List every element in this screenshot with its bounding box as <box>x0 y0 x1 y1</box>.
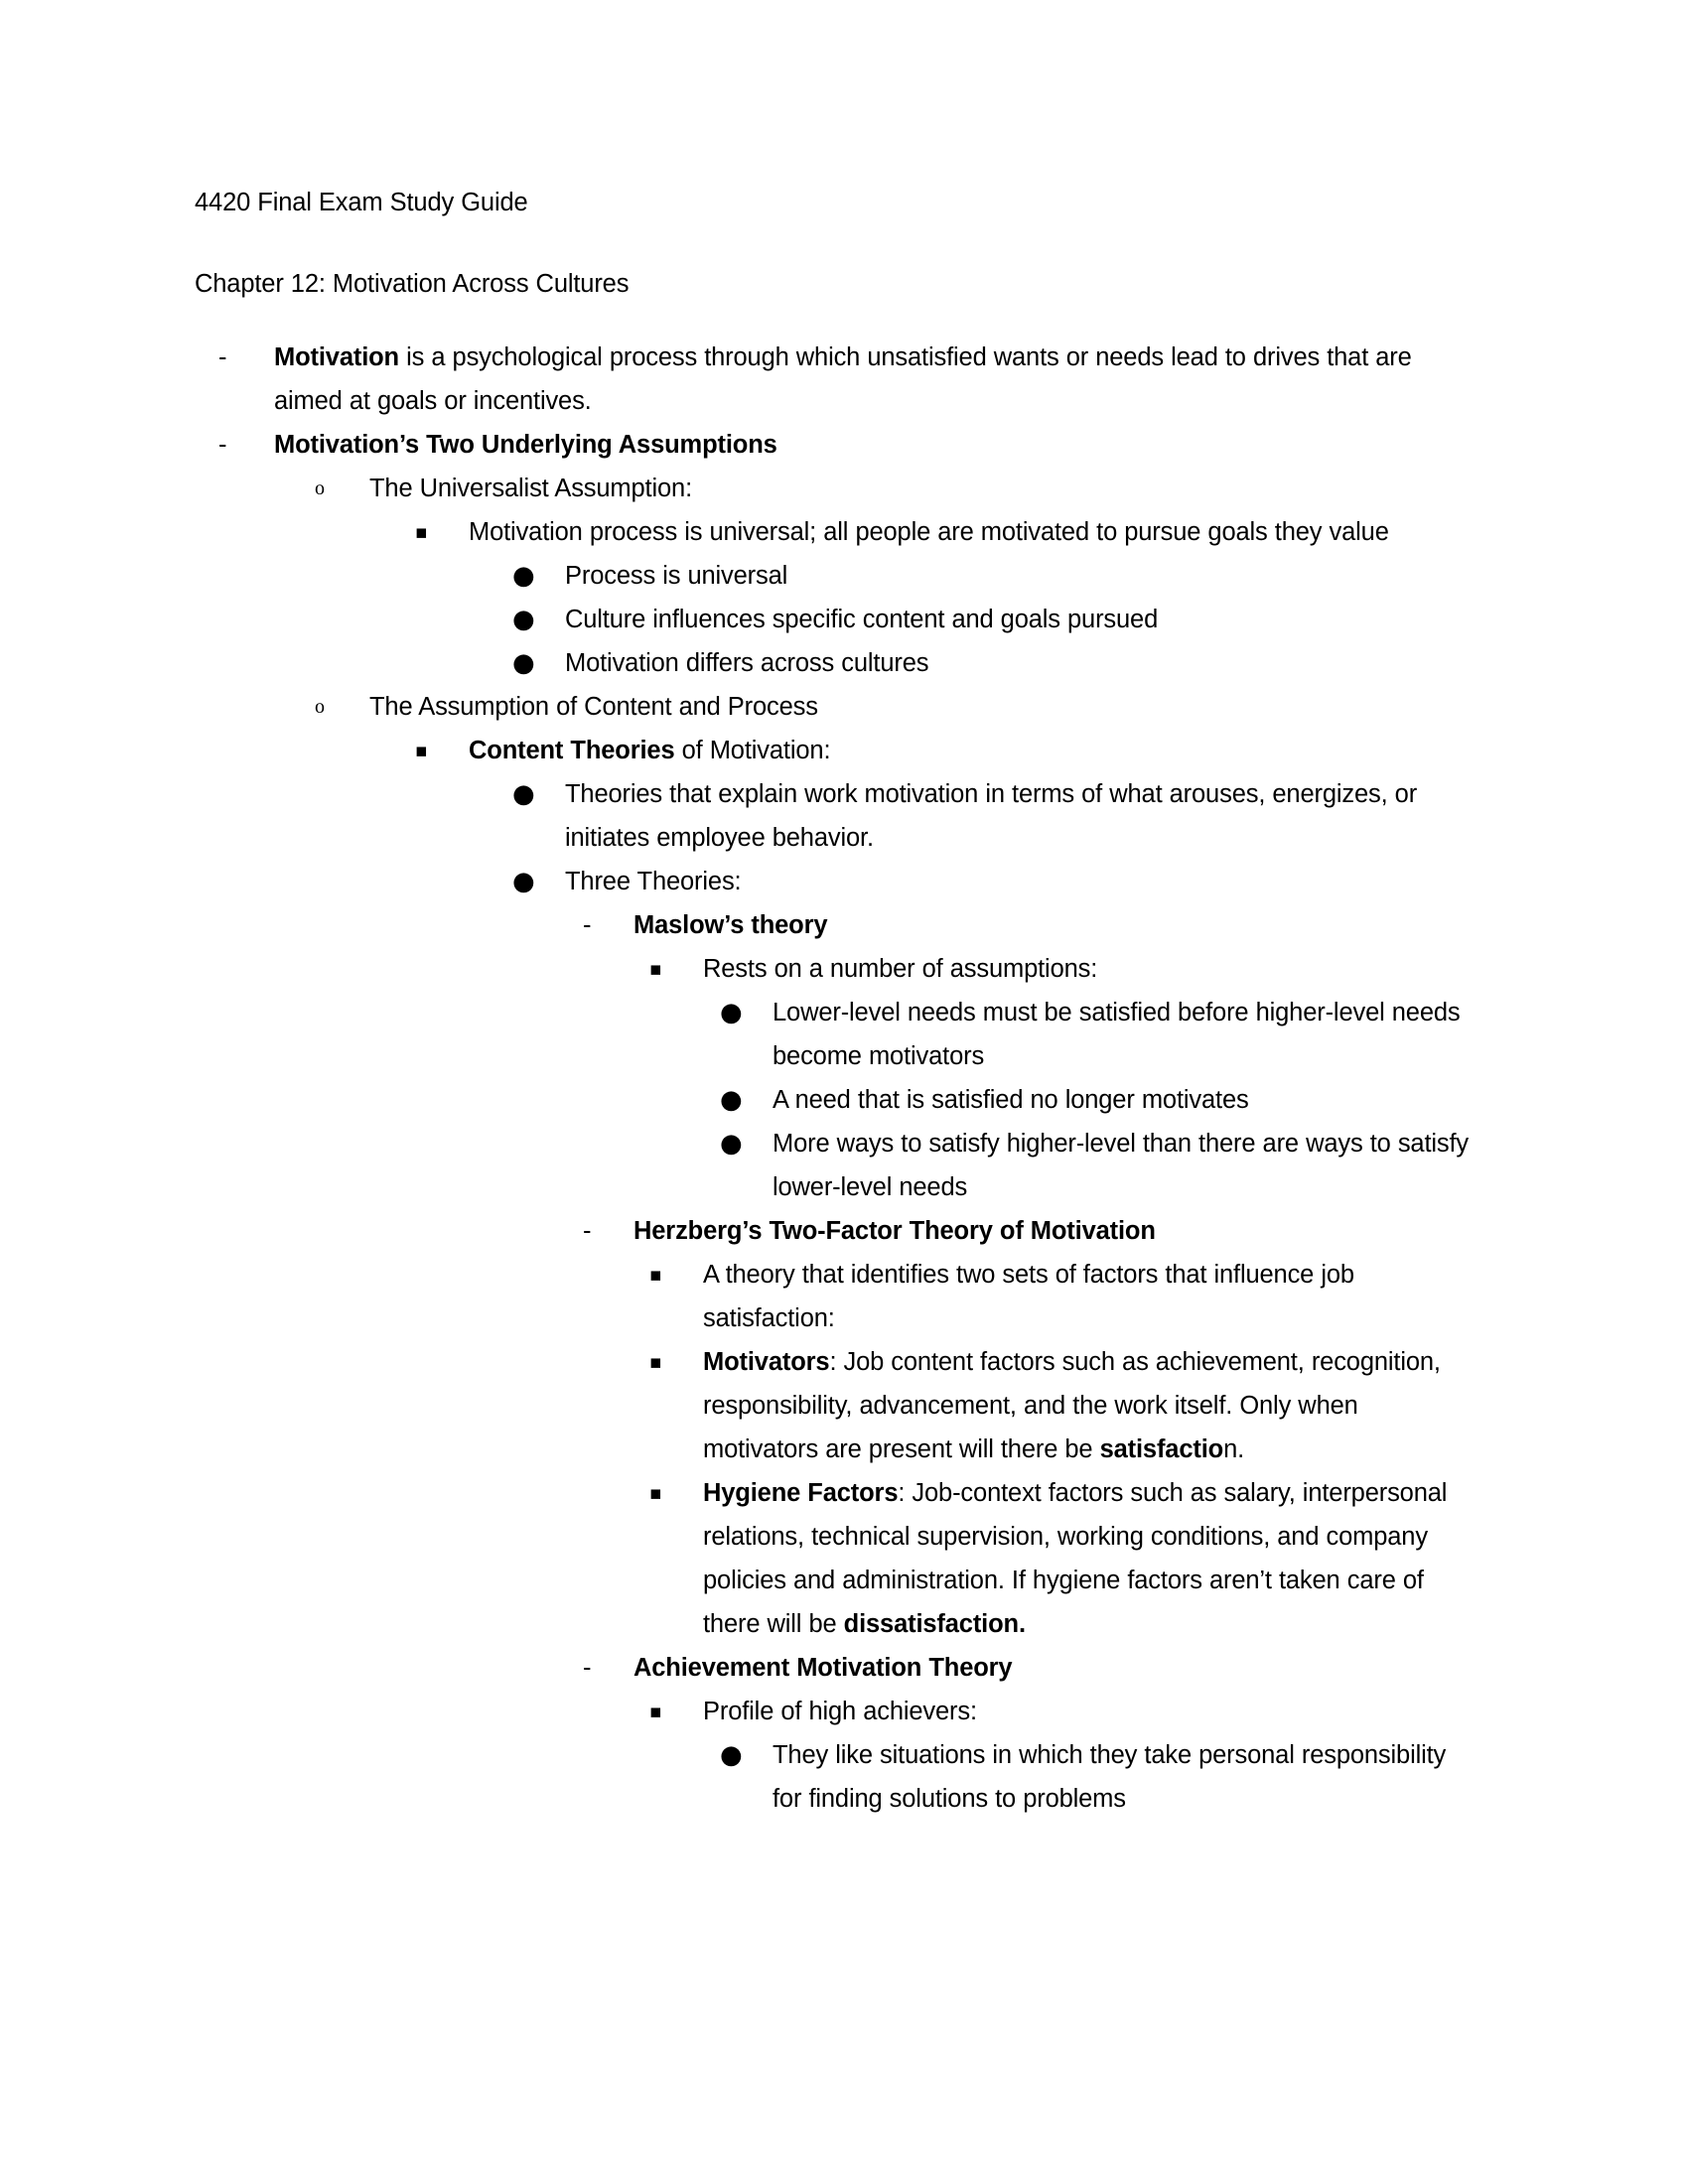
outline-item-level-5 <box>195 1209 1476 1253</box>
circle-bullet-marker: o <box>315 478 325 499</box>
outline-item-text: A need that is satisfied no longer motivates <box>773 1086 1249 1114</box>
outline-item-level-6 <box>195 1471 1476 1646</box>
outline-item-text: Process is universal <box>565 562 788 590</box>
outline-item-level-3 <box>195 729 1476 772</box>
outline-item-text: Rests on a number of assumptions: <box>703 955 1098 983</box>
outline-item-level-6 <box>195 1690 1476 1733</box>
outline-item-level-4 <box>195 860 1476 903</box>
outline-item-key-term: Herzberg’s Two-Factor Theory of Motivation <box>633 1217 1156 1245</box>
outline-item-level-5 <box>195 1646 1476 1690</box>
bullet-bullet-marker: ● <box>720 1085 743 1115</box>
bullet-bullet-marker: ● <box>512 648 535 678</box>
outline-item-level-6 <box>195 1253 1476 1340</box>
outline-item-text: Motivation is a psychological process through which unsatisfied wants or needs lead to drives that are aimed at goals or incentives. <box>274 343 1412 415</box>
outline-item-text: They like situations in which they take personal responsibility for finding solutions to problems <box>773 1741 1447 1813</box>
outline-item-text: Three Theories: <box>565 868 742 895</box>
outline-item-level-7 <box>195 991 1476 1078</box>
outline-item-text: Content Theories of Motivation: <box>469 737 831 764</box>
dash-bullet-marker: - <box>218 431 227 459</box>
bullet-bullet-marker: ● <box>720 998 743 1027</box>
outline-item-text <box>633 1209 1476 1253</box>
outline-item-key-term: Motivation’s Two Underlying Assumptions <box>274 431 777 459</box>
outline-item-level-4 <box>195 772 1476 860</box>
bullet-bullet-marker: ● <box>512 605 535 634</box>
outline-item-text: The Universalist Assumption: <box>369 475 692 502</box>
outline-item-text: Hygiene Factors: Job-context factors such as salary, interpersonal relations, technical supervision, working conditions, and company policies and administration. If hygiene factors aren’t taken care of there will be dissatisfaction. <box>703 1479 1448 1638</box>
chapter-heading: Chapter 12: Motivation Across Cultures <box>195 270 630 298</box>
outline-item-level-3 <box>195 510 1476 554</box>
outline-item-text: Theories that explain work motivation in terms of what arouses, energizes, or initiates employee behavior. <box>565 780 1418 852</box>
outline-item-text <box>274 423 1476 467</box>
outline-item-key-term: Achievement Motivation Theory <box>633 1654 1013 1682</box>
square-bullet-marker: ▪ <box>649 958 662 980</box>
square-bullet-marker: ▪ <box>415 740 428 761</box>
dash-bullet-marker: - <box>583 1217 592 1245</box>
outline-item-level-6 <box>195 947 1476 991</box>
outline-item-level-7 <box>195 1122 1476 1209</box>
square-bullet-marker: ▪ <box>649 1351 662 1373</box>
bullet-bullet-marker: ● <box>512 561 535 591</box>
outline-item-level-4 <box>195 554 1476 598</box>
outline-item-text: A theory that identifies two sets of factors that influence job satisfaction: <box>703 1261 1354 1332</box>
outline-item-level-1 <box>195 423 1476 467</box>
document-title: 4420 Final Exam Study Guide <box>195 189 528 216</box>
outline-item-key-term: Maslow’s theory <box>633 911 828 939</box>
outline-item-text: Motivators: Job content factors such as achievement, recognition, responsibility, advancement, and the work itself. Only when motivators are present will there be satisfaction. <box>703 1348 1441 1463</box>
outline-item-text: The Assumption of Content and Process <box>369 693 818 721</box>
outline-item-emphasis: satisfactio <box>1099 1435 1224 1463</box>
outline-item-level-7 <box>195 1733 1476 1821</box>
bullet-bullet-marker: ● <box>720 1129 743 1159</box>
bullet-bullet-marker: ● <box>720 1740 743 1770</box>
outline-item-text: Motivation differs across cultures <box>565 649 929 677</box>
outline-item-level-6 <box>195 1340 1476 1471</box>
outline-item-level-5 <box>195 903 1476 947</box>
square-bullet-marker: ▪ <box>649 1701 662 1722</box>
square-bullet-marker: ▪ <box>649 1264 662 1286</box>
dash-bullet-marker: - <box>583 1654 592 1682</box>
outline-item-text: Culture influences specific content and goals pursued <box>565 606 1159 633</box>
dash-bullet-marker: - <box>218 343 227 371</box>
document-body <box>195 181 1476 1821</box>
outline-item-level-4 <box>195 598 1476 641</box>
outline-item-key-term: Content Theories <box>469 737 675 764</box>
outline-item-emphasis: dissatisfaction. <box>843 1610 1026 1638</box>
outline-item-key-term: Motivators <box>703 1348 830 1376</box>
outline-item-text: Lower-level needs must be satisfied before higher-level needs become motivators <box>773 999 1461 1070</box>
outline-item-level-2 <box>195 685 1476 729</box>
dash-bullet-marker: - <box>583 911 592 939</box>
bullet-bullet-marker: ● <box>512 779 535 809</box>
circle-bullet-marker: o <box>315 696 325 718</box>
outline-list <box>195 336 1476 1821</box>
outline-item-text: Profile of high achievers: <box>703 1698 977 1725</box>
square-bullet-marker: ▪ <box>649 1482 662 1504</box>
outline-item-key-term: Motivation <box>274 343 399 371</box>
outline-item-level-2 <box>195 467 1476 510</box>
outline-item-level-7 <box>195 1078 1476 1122</box>
outline-item-text: More ways to satisfy higher-level than there are ways to satisfy lower-level needs <box>773 1130 1470 1201</box>
outline-item-level-4 <box>195 641 1476 685</box>
outline-item-text <box>633 1646 1476 1690</box>
outline-item-text: Motivation process is universal; all people are motivated to pursue goals they value <box>469 518 1389 546</box>
bullet-bullet-marker: ● <box>512 867 535 896</box>
outline-item-level-1 <box>195 336 1476 423</box>
outline-item-text <box>633 903 1476 947</box>
outline-item-key-term: Hygiene Factors <box>703 1479 899 1507</box>
square-bullet-marker: ▪ <box>415 521 428 543</box>
